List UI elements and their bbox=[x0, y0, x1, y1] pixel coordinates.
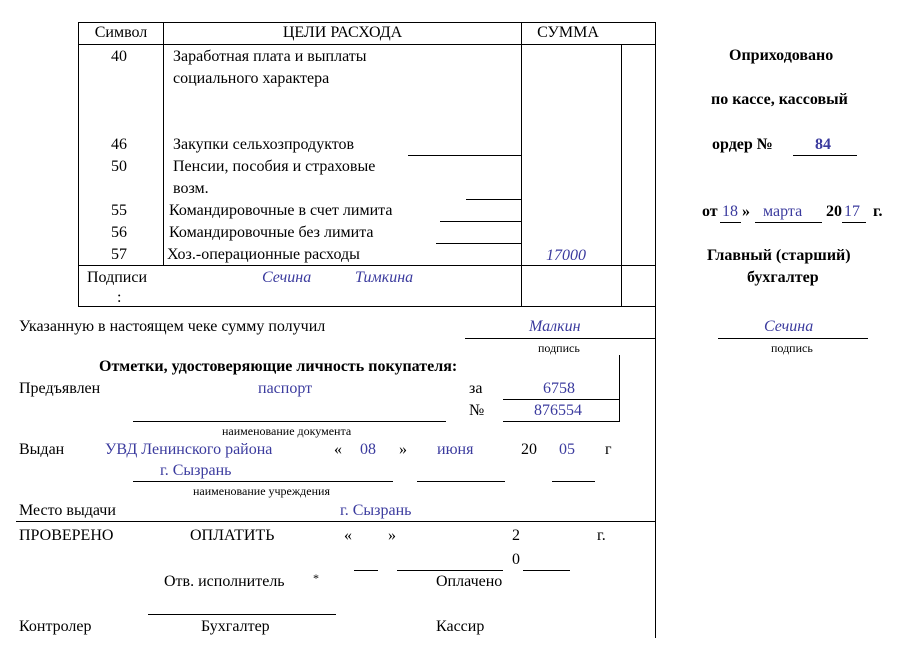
date-suffix: г. bbox=[873, 203, 883, 220]
document-line bbox=[133, 421, 446, 422]
table-border-bottom bbox=[78, 306, 656, 307]
date-from-label: от bbox=[702, 203, 718, 220]
signatures-label-colon: : bbox=[117, 289, 122, 306]
table-col-divider-3 bbox=[621, 44, 622, 307]
accountant-sign-line bbox=[718, 338, 868, 339]
issue-month-line bbox=[417, 481, 505, 482]
issuer-line2: г. Сызрань bbox=[160, 462, 232, 479]
pay-label: ОПЛАТИТЬ bbox=[190, 527, 275, 544]
table-border-top bbox=[78, 22, 656, 23]
document-caption: наименование документа bbox=[222, 424, 352, 438]
date-month-line bbox=[755, 222, 822, 223]
date-day: 18 bbox=[722, 203, 738, 220]
date-year-prefix: 20 bbox=[826, 203, 842, 220]
order-label: ордер № bbox=[712, 136, 773, 153]
row-purpose: Заработная плата и выплаты bbox=[173, 48, 367, 65]
issue-month: июня bbox=[437, 441, 474, 458]
accountant-signature: Сечина bbox=[764, 318, 814, 335]
issue-year: 05 bbox=[559, 441, 575, 458]
passport-number: 876554 bbox=[534, 402, 582, 419]
issue-day: 08 bbox=[360, 441, 376, 458]
signatures-label: Подписи bbox=[87, 269, 148, 286]
row-purpose: Командировочные без лимита bbox=[169, 224, 374, 241]
identity-right-border bbox=[619, 355, 620, 422]
number-label: № bbox=[469, 402, 485, 419]
chief-accountant-line1: Главный (старший) bbox=[707, 247, 851, 264]
series-label: за bbox=[469, 380, 483, 397]
presented-label: Предъявлен bbox=[19, 380, 101, 397]
row-fill-line bbox=[466, 199, 521, 200]
place-value: г. Сызрань bbox=[340, 502, 412, 519]
row-code: 55 bbox=[111, 202, 127, 219]
row-code: 57 bbox=[111, 246, 127, 263]
executor-sign-line bbox=[148, 614, 336, 615]
issuer-line bbox=[133, 481, 393, 482]
issued-label: Выдан bbox=[19, 441, 65, 458]
order-number: 84 bbox=[815, 136, 831, 153]
date-month: марта bbox=[763, 203, 803, 220]
row-code: 40 bbox=[111, 48, 127, 65]
pay-date-quote-close: » bbox=[388, 527, 396, 544]
recipient-sign-line bbox=[465, 338, 655, 339]
pay-date-quote-open: « bbox=[344, 527, 352, 544]
issue-year-suffix: г bbox=[605, 441, 612, 458]
row-purpose-cont: возм. bbox=[173, 180, 209, 197]
identity-title: Отметки, удостоверяющие личность покупателя: bbox=[99, 358, 458, 375]
row-purpose: Закупки сельхозпродуктов bbox=[173, 136, 355, 153]
passport-series: 6758 bbox=[543, 380, 575, 397]
issue-year-line bbox=[552, 481, 595, 482]
row-purpose: Хоз.-операционные расходы bbox=[167, 246, 360, 263]
table-signature-divider bbox=[78, 265, 656, 266]
table-col-divider-1 bbox=[163, 22, 164, 266]
document-type: паспорт bbox=[258, 380, 313, 397]
date-day-line bbox=[720, 222, 741, 223]
issue-date-quote-open: « bbox=[334, 441, 342, 458]
place-line bbox=[16, 521, 656, 522]
checked-label: ПРОВЕРЕНО bbox=[19, 527, 114, 544]
row-amount: 17000 bbox=[546, 247, 586, 264]
cashier-label: Кассир bbox=[436, 618, 485, 635]
series-line bbox=[503, 399, 619, 400]
executor-label: Отв. исполнитель bbox=[164, 573, 285, 590]
table-header-divider bbox=[78, 44, 656, 45]
issuer-caption: наименование учреждения bbox=[193, 484, 330, 498]
row-code: 50 bbox=[111, 158, 127, 175]
accountant-sign-caption: подпись bbox=[771, 341, 813, 355]
recipient-signature: Малкин bbox=[529, 318, 581, 335]
table-border-left bbox=[78, 22, 79, 307]
issue-date-quote-close: » bbox=[399, 441, 407, 458]
row-code: 56 bbox=[111, 224, 127, 241]
place-label: Место выдачи bbox=[19, 502, 116, 519]
recipient-sign-caption: подпись bbox=[538, 341, 580, 355]
order-number-line bbox=[793, 155, 857, 156]
accountant-label: Бухгалтер bbox=[201, 618, 270, 635]
pay-year-top: 2 bbox=[512, 527, 520, 544]
row-fill-line bbox=[436, 243, 521, 244]
row-fill-line bbox=[440, 221, 521, 222]
row-purpose: Пенсии, пособия и страховые bbox=[173, 158, 376, 175]
row-purpose: Командировочные в счет лимита bbox=[169, 202, 393, 219]
table-col-divider-2 bbox=[521, 22, 522, 307]
signature-2: Тимкина bbox=[355, 269, 414, 286]
row-purpose-cont: социального характера bbox=[173, 70, 330, 87]
table-border-right bbox=[655, 22, 656, 638]
number-line bbox=[503, 421, 619, 422]
signature-1: Сечина bbox=[262, 269, 312, 286]
right-line2: по кассе, кассовый bbox=[711, 91, 848, 108]
issue-year-prefix: 20 bbox=[521, 441, 537, 458]
controller-label: Контролер bbox=[19, 618, 92, 635]
header-amount: СУММА bbox=[537, 24, 599, 41]
received-label: Указанную в настоящем чеке сумму получил bbox=[19, 318, 326, 335]
row-code: 46 bbox=[111, 136, 127, 153]
header-symbol: Символ bbox=[94, 24, 148, 41]
pay-day-line bbox=[354, 570, 378, 571]
pay-month-line bbox=[397, 570, 503, 571]
issuer-line1: УВД Ленинского района bbox=[105, 441, 273, 458]
date-quote: » bbox=[742, 203, 750, 220]
pay-year-suffix: г. bbox=[597, 527, 606, 544]
pay-year-bottom: 0 bbox=[512, 551, 520, 568]
executor-mark: * bbox=[313, 571, 319, 585]
pay-year-line bbox=[523, 570, 570, 571]
right-line1: Оприходовано bbox=[729, 47, 834, 64]
paid-label: Оплачено bbox=[436, 573, 503, 590]
chief-accountant-line2: бухгалтер bbox=[747, 269, 819, 286]
header-purpose: ЦЕЛИ РАСХОДА bbox=[282, 24, 403, 41]
date-year: 17 bbox=[844, 203, 860, 220]
row-fill-line bbox=[408, 155, 521, 156]
date-year-line bbox=[842, 222, 866, 223]
